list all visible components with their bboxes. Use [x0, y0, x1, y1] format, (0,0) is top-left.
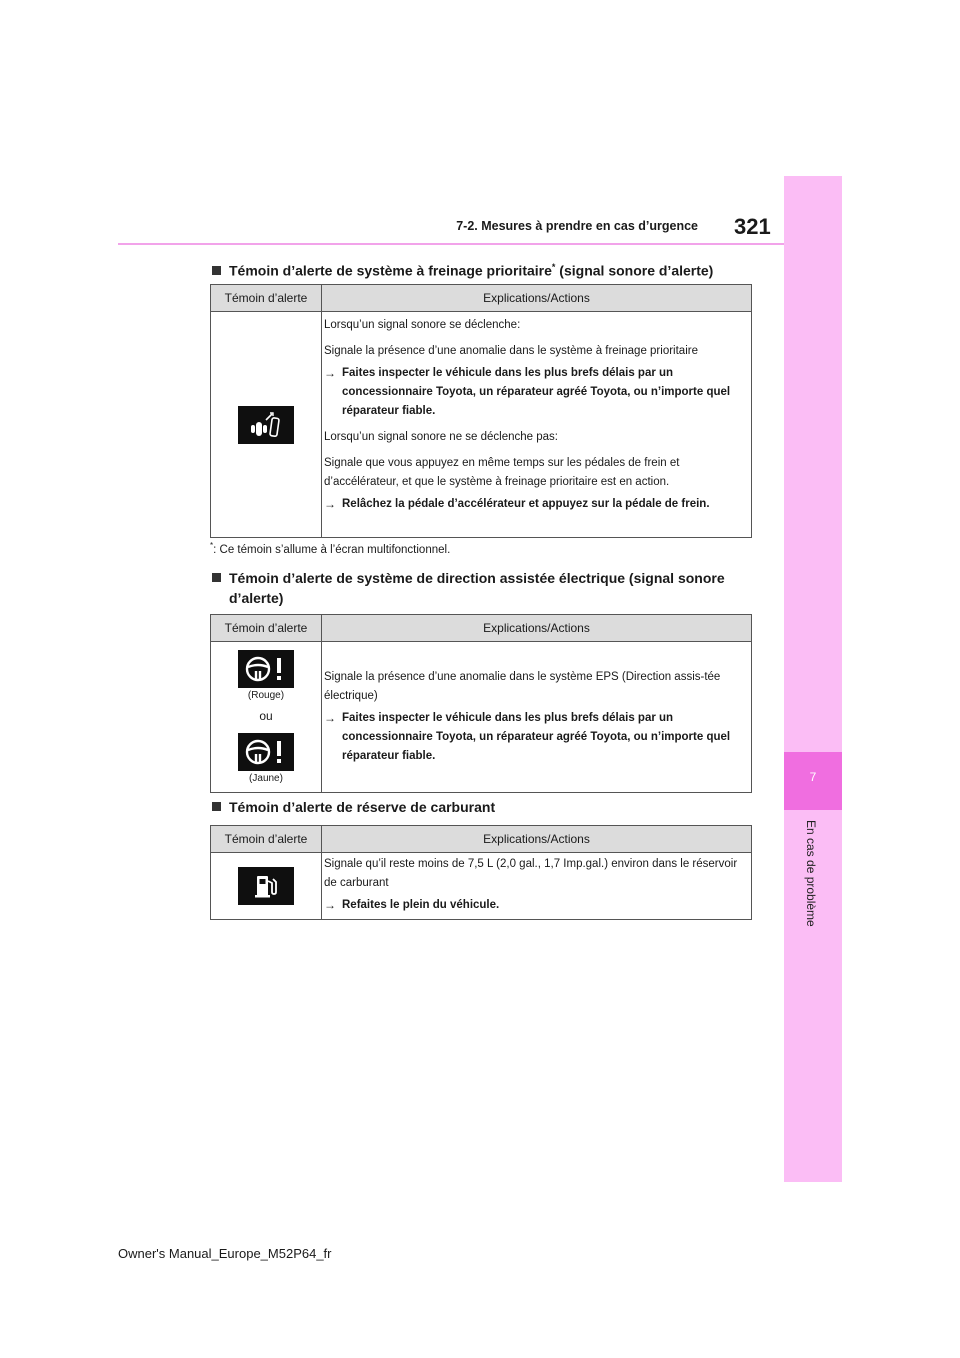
column-header-warning-light: Témoin d’alerte — [211, 826, 322, 852]
page-number: 321 — [734, 214, 771, 239]
fuel-pump-icon — [238, 867, 294, 905]
header-divider — [118, 243, 784, 245]
arrow-icon: → — [324, 898, 336, 912]
column-header-explanations: Explications/Actions — [483, 621, 590, 635]
paragraph: Lorsqu’un signal sonore ne se déclenche pas: — [324, 431, 558, 443]
arrow-icon: → — [324, 366, 336, 380]
arrow-icon: → — [324, 711, 336, 725]
action-text: Refaites le plein du véhicule. — [342, 899, 500, 911]
column-header-warning-light: Témoin d’alerte — [211, 615, 322, 641]
paragraph: Signale qu’il reste moins de 7,5 L (2,0 gal., 1,7 Imp.gal.) environ dans le réservoir de carburant — [324, 858, 738, 889]
chapter-number: 7 — [809, 770, 817, 784]
section-title: 7-2. Mesures à prendre en cas d’urgence — [456, 219, 698, 233]
fuel-reserve-heading: Témoin d’alerte de réserve de carburant — [212, 797, 752, 817]
brake-override-heading: Témoin d’alerte de système à freinage prioritaire* (signal sonore d’alerte) — [212, 257, 752, 281]
paragraph: Signale la présence d’une anomalie dans le système à freinage prioritaire — [324, 345, 698, 357]
action-text: Faites inspecter le véhicule dans les plus brefs délais par un concessionnaire Toyota, un réparateur agréé Toyota, ou n’importe quel réparateur fiable. — [342, 712, 731, 762]
arrow-icon: → — [324, 497, 336, 511]
document-footer: Owner's Manual_Europe_M52P64_fr — [118, 1246, 332, 1261]
power-steering-table — [210, 614, 752, 793]
footnote: *: Ce témoin s’allume à l’écran multifonctionnel. — [210, 541, 451, 556]
chapter-title: En cas de problème — [804, 820, 818, 927]
paragraph: Lorsqu’un signal sonore se déclenche: — [324, 319, 521, 331]
icon-caption-yellow: (Jaune) — [249, 773, 283, 784]
or-text: ou — [259, 709, 273, 723]
paragraph: Signale la présence d’une anomalie dans le système EPS (Direction assis-tée électrique) — [324, 671, 721, 702]
square-bullet-icon — [212, 573, 221, 582]
square-bullet-icon — [212, 802, 221, 811]
column-header-explanations: Explications/Actions — [483, 832, 590, 846]
brake-override-table — [210, 284, 752, 538]
power-steering-heading: Témoin d’alerte de système de direction assistée électrique (signal sonore d’alerte) — [212, 568, 752, 608]
column-header-explanations: Explications/Actions — [483, 291, 590, 305]
chapter-tab — [784, 176, 842, 1182]
action-text: Faites inspecter le véhicule dans les plus brefs délais par un concessionnaire Toyota, un réparateur agréé Toyota, ou n’importe quel réparateur fiable. — [342, 367, 731, 417]
icon-caption-red: (Rouge) — [247, 690, 285, 701]
column-header-warning-light: Témoin d’alerte — [211, 285, 322, 311]
power-steering-warning-icon — [238, 650, 294, 688]
power-steering-warning-icon — [238, 733, 294, 771]
paragraph: Signale que vous appuyez en même temps sur les pédales de frein et d’accélérateur, et que le système à freinage prioritaire est en action. — [324, 457, 680, 488]
square-bullet-icon — [212, 266, 221, 275]
fuel-reserve-table — [210, 825, 752, 920]
brake-override-warning-icon — [238, 406, 294, 444]
action-text: Relâchez la pédale d’accélérateur et appuyez sur la pédale de frein. — [342, 498, 710, 510]
